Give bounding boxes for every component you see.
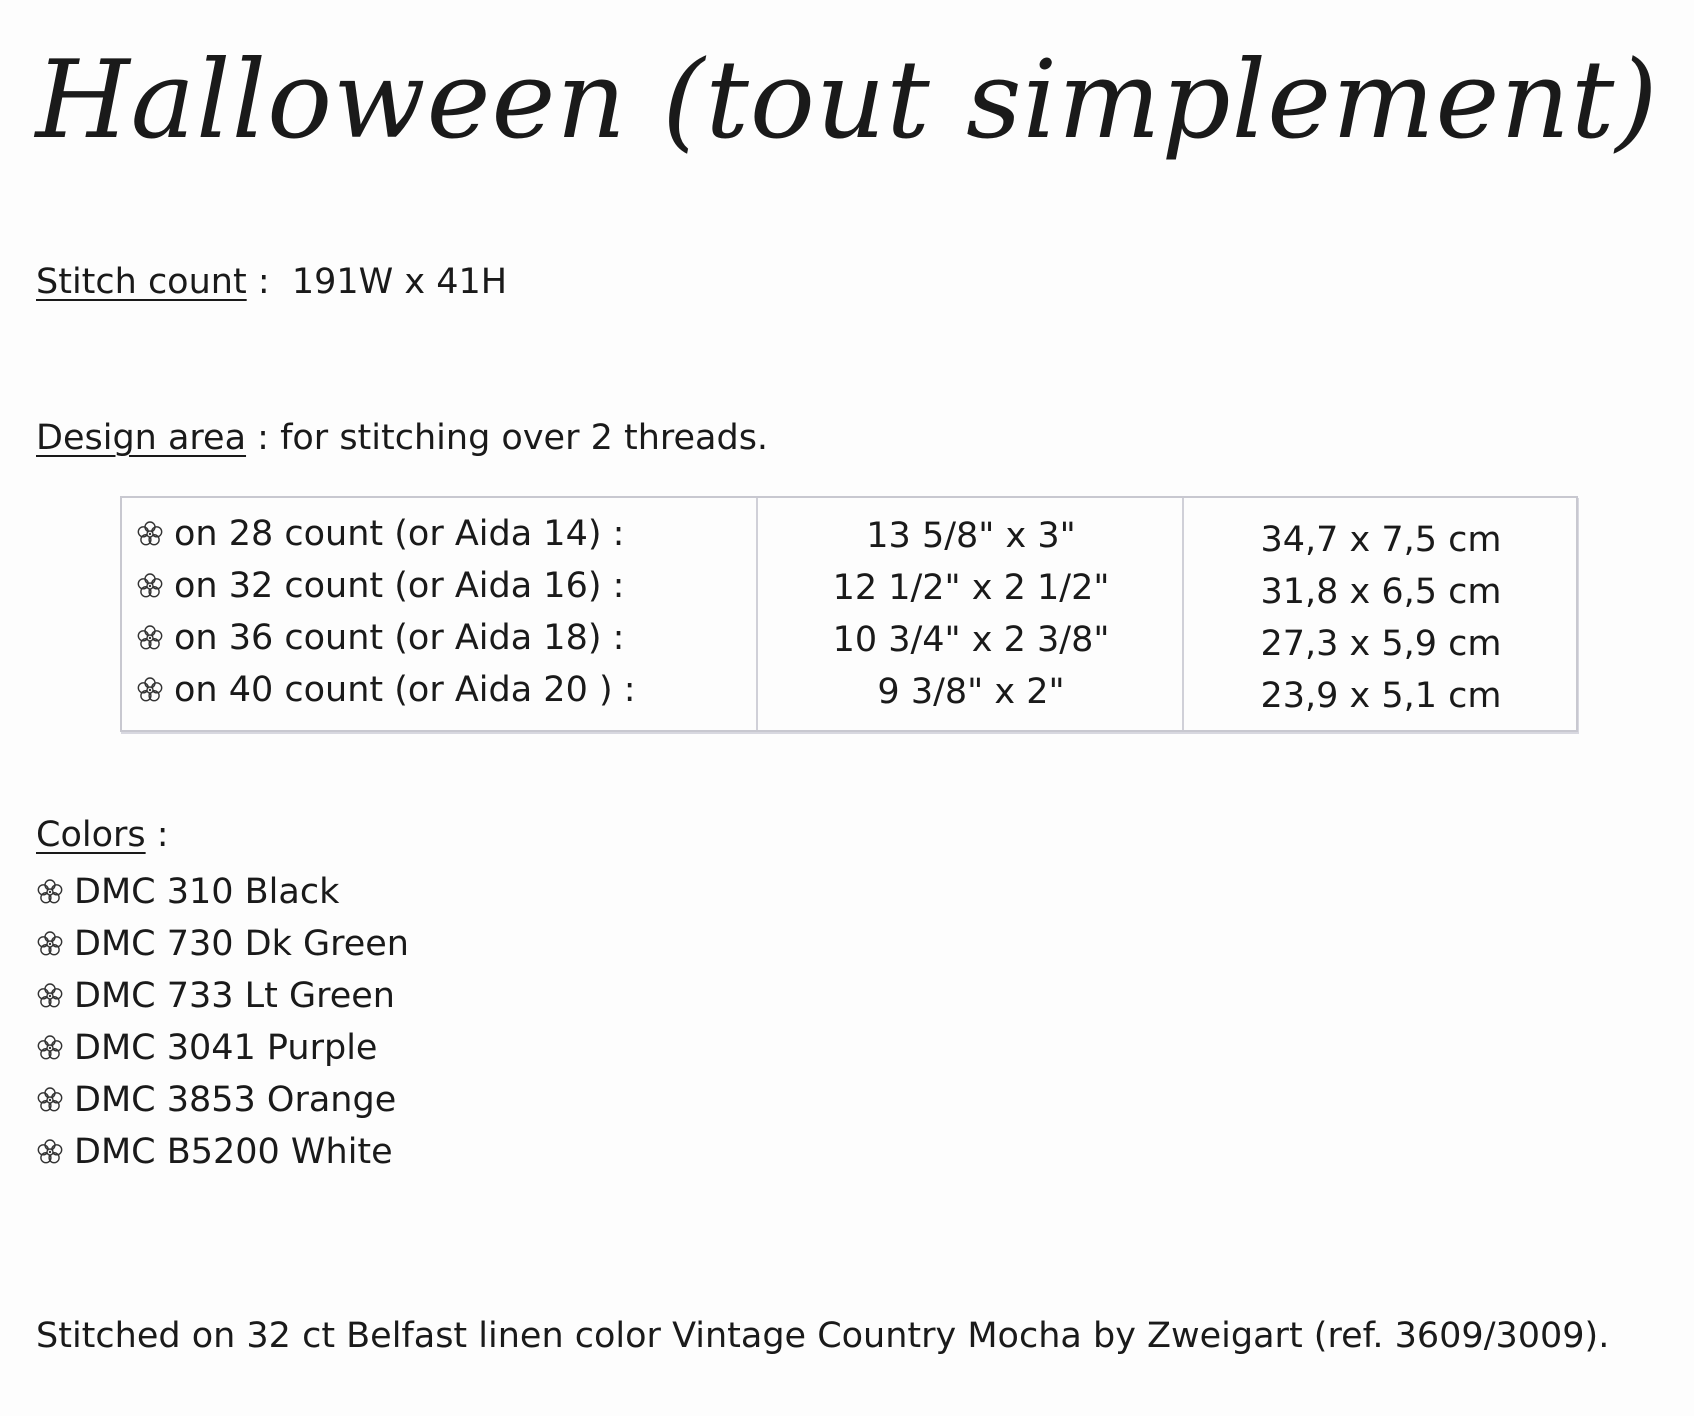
inches-cell: 12 1/2" x 2 1/2" bbox=[832, 568, 1110, 608]
cm-cell: 34,7 x 7,5 cm bbox=[1260, 520, 1502, 560]
flower-icon bbox=[36, 878, 64, 906]
color-label: DMC 730 Dk Green bbox=[74, 924, 409, 964]
cm-cell: 31,8 x 6,5 cm bbox=[1260, 572, 1502, 612]
color-label: DMC 733 Lt Green bbox=[74, 976, 395, 1016]
color-label: DMC B5200 White bbox=[74, 1132, 393, 1172]
color-item bbox=[36, 924, 409, 964]
color-item bbox=[36, 1132, 393, 1172]
flower-icon bbox=[36, 930, 64, 958]
color-item bbox=[36, 976, 395, 1016]
table-row bbox=[122, 618, 1576, 670]
color-item bbox=[36, 872, 339, 912]
stitch-count-value: 191W x 41H bbox=[291, 262, 508, 302]
inches-cell: 13 5/8" x 3" bbox=[866, 516, 1076, 556]
table-row bbox=[122, 514, 1576, 566]
flower-icon bbox=[136, 572, 164, 600]
flower-icon bbox=[36, 1086, 64, 1114]
design-area-line bbox=[36, 418, 768, 458]
color-item bbox=[36, 1028, 377, 1068]
cm-cell: 23,9 x 5,1 cm bbox=[1260, 676, 1502, 716]
color-item bbox=[36, 1080, 396, 1120]
color-label: DMC 310 Black bbox=[74, 872, 340, 912]
fabric-cell bbox=[136, 566, 624, 606]
footer-note: Stitched on 32 ct Belfast linen color Vintage Country Mocha by Zweigart (ref. 3609/3009). bbox=[36, 1316, 1610, 1356]
colors-suffix: : bbox=[145, 815, 169, 855]
colors-heading bbox=[36, 815, 169, 855]
page-title: Halloween (tout simplement) bbox=[35, 38, 1659, 163]
colors-label: Colors bbox=[36, 815, 146, 855]
fabric-label: on 28 count (or Aida 14) : bbox=[174, 514, 625, 554]
fabric-cell bbox=[136, 670, 636, 710]
fabric-label: on 40 count (or Aida 20 ) : bbox=[174, 670, 636, 710]
fabric-label: on 36 count (or Aida 18) : bbox=[174, 618, 625, 658]
stitch-count-separator: : bbox=[246, 262, 292, 302]
design-area-text: : for stitching over 2 threads. bbox=[246, 418, 769, 458]
flower-icon bbox=[36, 1138, 64, 1166]
flower-icon bbox=[136, 520, 164, 548]
fabric-cell bbox=[136, 514, 624, 554]
stitch-count-label: Stitch count bbox=[36, 262, 247, 302]
color-label: DMC 3853 Orange bbox=[74, 1080, 397, 1120]
flower-icon bbox=[136, 676, 164, 704]
cm-cell: 27,3 x 5,9 cm bbox=[1260, 624, 1502, 664]
inches-cell: 9 3/8" x 2" bbox=[877, 672, 1065, 712]
flower-icon bbox=[36, 982, 64, 1010]
fabric-label: on 32 count (or Aida 16) : bbox=[174, 566, 625, 606]
flower-icon bbox=[136, 624, 164, 652]
inches-cell: 10 3/4" x 2 3/8" bbox=[832, 620, 1110, 660]
table-row bbox=[122, 670, 1576, 722]
color-label: DMC 3041 Purple bbox=[74, 1028, 378, 1068]
flower-icon bbox=[36, 1034, 64, 1062]
fabric-cell bbox=[136, 618, 624, 658]
design-area-label: Design area bbox=[36, 418, 247, 458]
design-size-table bbox=[120, 496, 1578, 732]
stitch-count-line bbox=[36, 262, 507, 302]
table-row bbox=[122, 566, 1576, 618]
